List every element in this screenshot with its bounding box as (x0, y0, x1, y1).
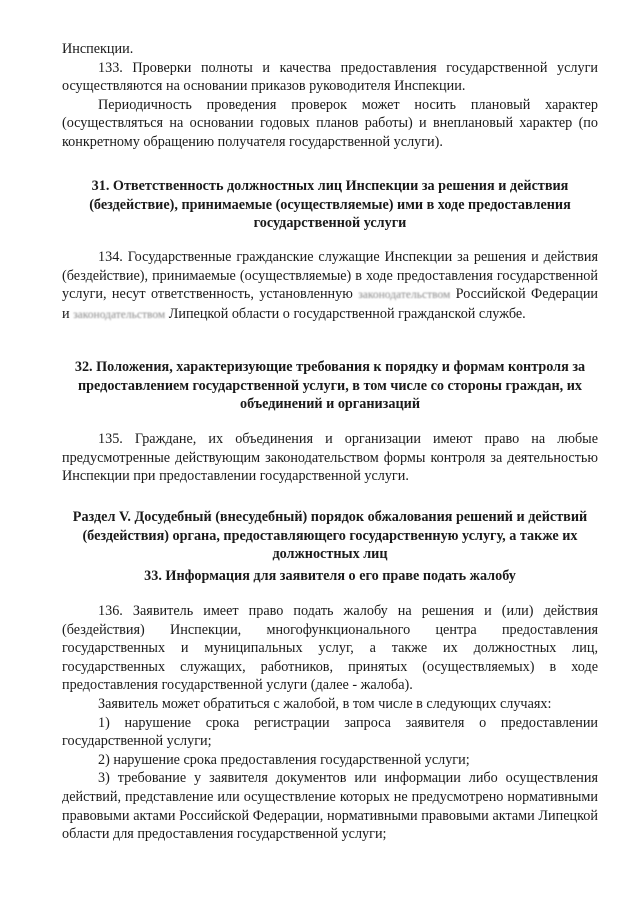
paragraph-135: 135. Граждане, их объединения и организации имеют право на любые предусмотренные действующим законодательством формы контроля за деятельностью Инспекции при предоставлении государственной услуги. (62, 431, 598, 485)
case-3: 3) требование у заявителя документов или информации либо осуществления действий, представление или осуществление которых не предусмотрено нормативными правовыми актами Российской Федерации, нормативными правовыми актами Липецкой области для предоставления государственной услуги; (62, 770, 598, 843)
section-5-heading: Раздел V. Досудебный (внесудебный) порядок обжалования решений и действий (бездействия) органа, предоставляющего государственную услугу, а также их должностных лиц (72, 509, 588, 563)
intro-continuation: Инспекции. (62, 41, 134, 57)
paragraph-134-part-b: Российской Федерации и (62, 286, 598, 322)
section-33-heading: 33. Информация для заявителя о его праве подать жалобу (144, 568, 516, 584)
paragraph-134-part-c: Липецкой области о государственной гражданской службе. (165, 305, 526, 322)
paragraph-134 (62, 248, 598, 324)
paragraph-134-part-a: 134. Государственные гражданские служащие Инспекции за решения и действия (бездействие), принимаемые (осуществляемые) в ходе предоставления государственной услуги, несут ответственность, установленную (62, 249, 598, 303)
section-33-body (62, 602, 598, 844)
section-31-heading: 31. Ответственность должностных лиц Инспекции за решения и действия (бездействие), принимаемые (осуществляемые) ими в ходе предоставления государственной услуги (89, 178, 571, 232)
case-2: 2) нарушение срока предоставления государственной услуги; (98, 751, 470, 768)
intro-block (62, 40, 598, 152)
blurred-term-2: законодательством (73, 308, 166, 321)
section-32-heading: 32. Положения, характеризующие требования к порядку и формам контроля за предоставлением государственной услуги, в том числе со стороны граждан, их объединений и организаций (74, 359, 586, 413)
case-1: 1) нарушение срока регистрации запроса заявителя о предоставлении государственной услуги; (62, 714, 598, 750)
section-32-body (62, 430, 598, 486)
paragraph-136: 136. Заявитель имеет право подать жалобу на решения и (или) действия (бездействия) Инспекции, многофункционального центра предоставления государственных и муниципальных услуг, а также их должностных лиц, государственных служащих, работников, принятых (осуществляемых) в ходе предоставления государственной услуги (далее - жалоба). (62, 603, 598, 694)
paragraph-133: 133. Проверки полноты и качества предоставления государственной услуги осуществляются на основании приказов руководителя Инспекции. (62, 59, 598, 95)
cases-intro: Заявитель может обратиться с жалобой, в том числе в следующих случаях: (98, 695, 552, 712)
section-31-body (62, 248, 598, 324)
paragraph-periodicity: Периодичность проведения проверок может носить плановый характер (осуществляться на основании годовых планов работы) и внеплановый характер (по конкретному обращению получателя государственной услуги). (62, 96, 598, 150)
blurred-term-1: законодательством (358, 289, 451, 302)
